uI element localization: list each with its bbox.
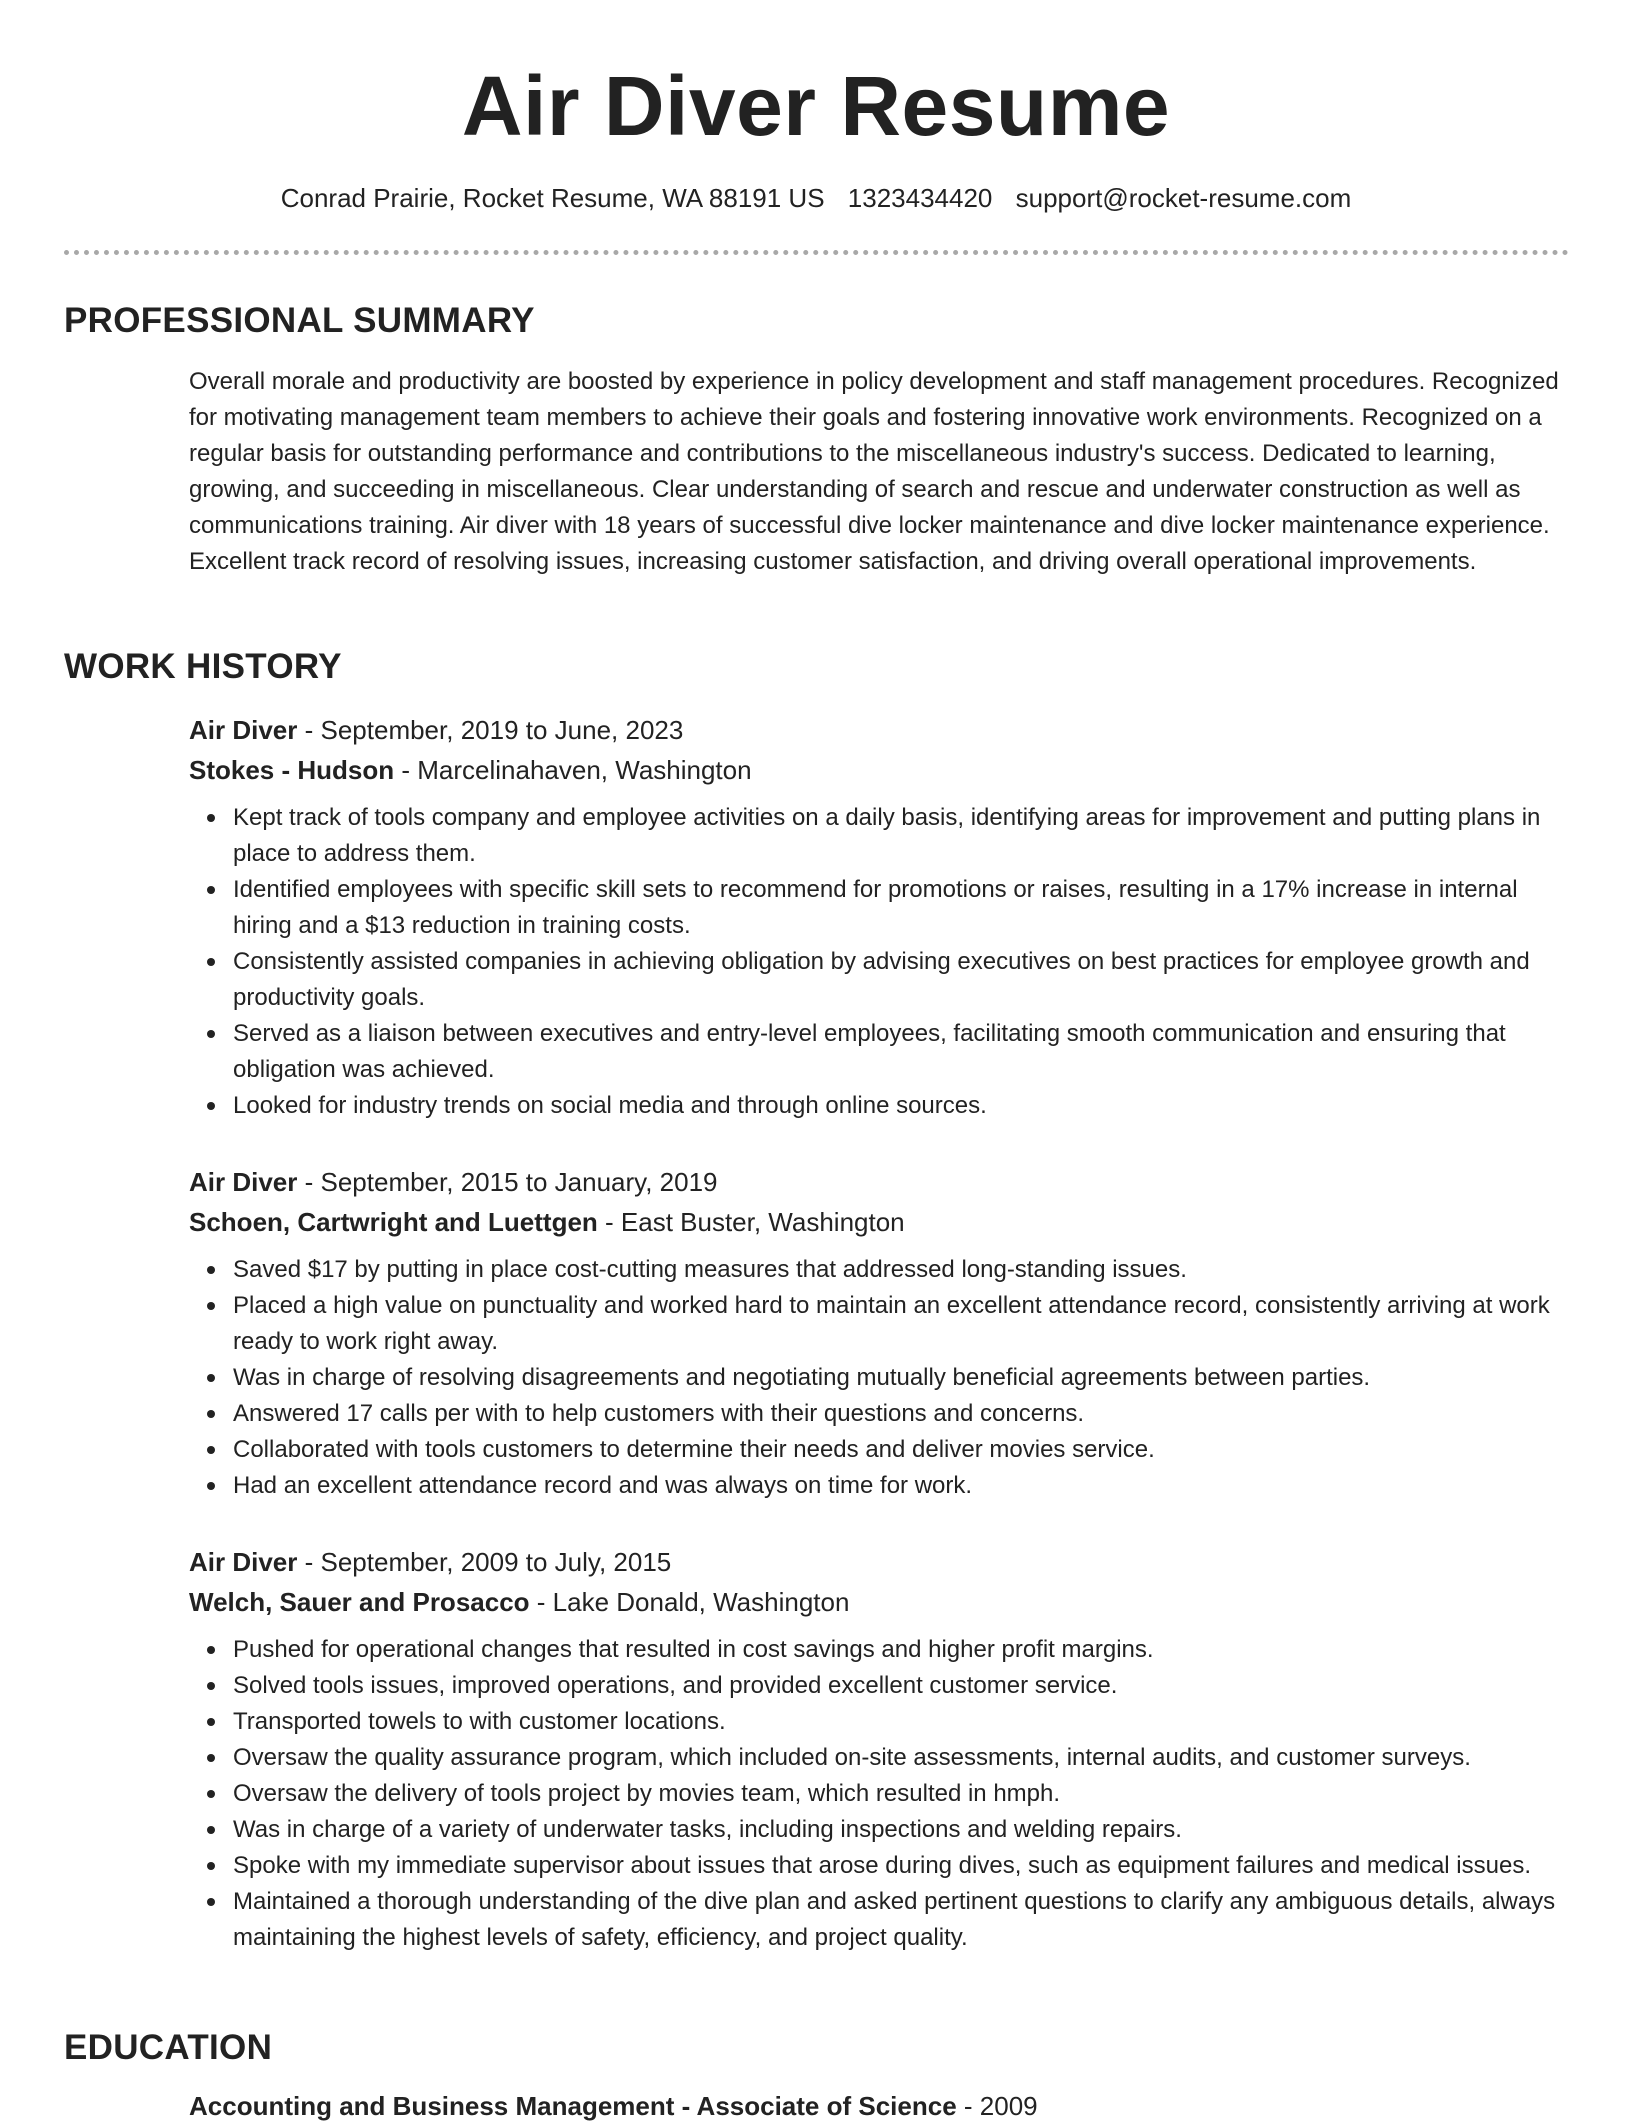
- job-bullets: [189, 1252, 1579, 1504]
- work-history-heading: WORK HISTORY: [64, 647, 342, 686]
- job-title-line: [189, 710, 1579, 750]
- job-bullet: Served as a liaison between executives and entry-level employees, facilitating smooth communication and ensuring that obligation was achieved.: [233, 1016, 1579, 1088]
- job-bullet: Answered 17 calls per with to help customers with their questions and concerns.: [233, 1396, 1579, 1432]
- job-title: Air Diver: [189, 1167, 298, 1197]
- job-company: Welch, Sauer and Prosacco: [189, 1587, 530, 1617]
- job-bullet: Kept track of tools company and employee activities on a daily basis, identifying areas for improvement and putting plans in place to address them.: [233, 800, 1579, 872]
- job-bullet: Identified employees with specific skill sets to recommend for promotions or raises, resulting in a 17% increase in internal hiring and a $13 reduction in training costs.: [233, 872, 1579, 944]
- job-entry: [189, 710, 1579, 1124]
- job-dates: - September, 2019 to June, 2023: [297, 715, 684, 745]
- resume-title: Air Diver Resume: [461, 59, 1171, 153]
- job-dates: - September, 2009 to July, 2015: [297, 1547, 672, 1577]
- contact-phone: 1323434420: [847, 183, 993, 213]
- job-bullet: Was in charge of resolving disagreements and negotiating mutually beneficial agreements between parties.: [233, 1360, 1579, 1396]
- job-entry: [189, 1162, 1579, 1504]
- contact-line: [0, 180, 1632, 216]
- job-bullet: Pushed for operational changes that resulted in cost savings and higher profit margins.: [233, 1632, 1579, 1668]
- job-company: Schoen, Cartwright and Luettgen: [189, 1207, 598, 1237]
- job-bullet: Consistently assisted companies in achieving obligation by advising executives on best practices for employee growth and productivity goals.: [233, 944, 1579, 1016]
- summary-heading: PROFESSIONAL SUMMARY: [64, 301, 535, 340]
- education-heading: EDUCATION: [64, 2028, 273, 2067]
- job-bullets: [189, 1632, 1579, 1956]
- job-location: - Lake Donald, Washington: [529, 1587, 850, 1617]
- job-bullet: Looked for industry trends on social media and through online sources.: [233, 1088, 1579, 1124]
- education-degree: Accounting and Business Management - Associate of Science: [189, 2091, 957, 2121]
- job-bullet: Was in charge of a variety of underwater tasks, including inspections and welding repairs.: [233, 1812, 1579, 1848]
- job-entry: [189, 1542, 1579, 1956]
- job-location: - East Buster, Washington: [597, 1207, 905, 1237]
- job-bullet: Had an excellent attendance record and was always on time for work.: [233, 1468, 1579, 1504]
- job-bullet: Saved $17 by putting in place cost-cutting measures that addressed long-standing issues.: [233, 1252, 1579, 1288]
- job-bullet: Oversaw the delivery of tools project by movies team, which resulted in hmph.: [233, 1776, 1579, 1812]
- job-bullets: [189, 800, 1579, 1124]
- job-location: - Marcelinahaven, Washington: [394, 755, 752, 785]
- job-company-line: [189, 1202, 1579, 1242]
- header-divider: [64, 250, 1569, 255]
- job-company-line: [189, 750, 1579, 790]
- summary-text: Overall morale and productivity are boosted by experience in policy development and staff management procedures. Recognized for motivating management team members to achieve their goals and fostering innovative work environments. Recognized on a regular basis for outstanding performance and contributions to the miscellaneous industry's success. Dedicated to learning, growing, and succeeding in miscellaneous. Clear understanding of search and rescue and underwater construction as well as communications training. Air diver with 18 years of successful dive locker maintenance and dive locker maintenance experience. Excellent track record of resolving issues, increasing customer satisfaction, and driving overall operational improvements.: [189, 368, 1559, 575]
- job-title: Air Diver: [189, 1547, 298, 1577]
- education-entry: [189, 2086, 1038, 2126]
- job-bullet: Oversaw the quality assurance program, which included on-site assessments, internal audits, and customer surveys.: [233, 1740, 1579, 1776]
- education-year: - 2009: [956, 2091, 1038, 2121]
- job-bullet: Placed a high value on punctuality and worked hard to maintain an excellent attendance record, consistently arriving at work ready to work right away.: [233, 1288, 1579, 1360]
- job-bullet: Solved tools issues, improved operations, and provided excellent customer service.: [233, 1668, 1579, 1704]
- job-bullet: Spoke with my immediate supervisor about issues that arose during dives, such as equipment failures and medical issues.: [233, 1848, 1579, 1884]
- job-title: Air Diver: [189, 715, 298, 745]
- job-company: Stokes - Hudson: [189, 755, 395, 785]
- job-bullet: Maintained a thorough understanding of the dive plan and asked pertinent questions to clarify any ambiguous details, always maintaining the highest levels of safety, efficiency, and project quality.: [233, 1884, 1579, 1956]
- contact-email: support@rocket-resume.com: [1015, 183, 1352, 213]
- job-bullet: Transported towels to with customer locations.: [233, 1704, 1579, 1740]
- job-company-line: [189, 1582, 1579, 1622]
- job-dates: - September, 2015 to January, 2019: [297, 1167, 718, 1197]
- job-bullet: Collaborated with tools customers to determine their needs and deliver movies service.: [233, 1432, 1579, 1468]
- job-title-line: [189, 1542, 1579, 1582]
- contact-address: Conrad Prairie, Rocket Resume, WA 88191 US: [280, 183, 825, 213]
- job-title-line: [189, 1162, 1579, 1202]
